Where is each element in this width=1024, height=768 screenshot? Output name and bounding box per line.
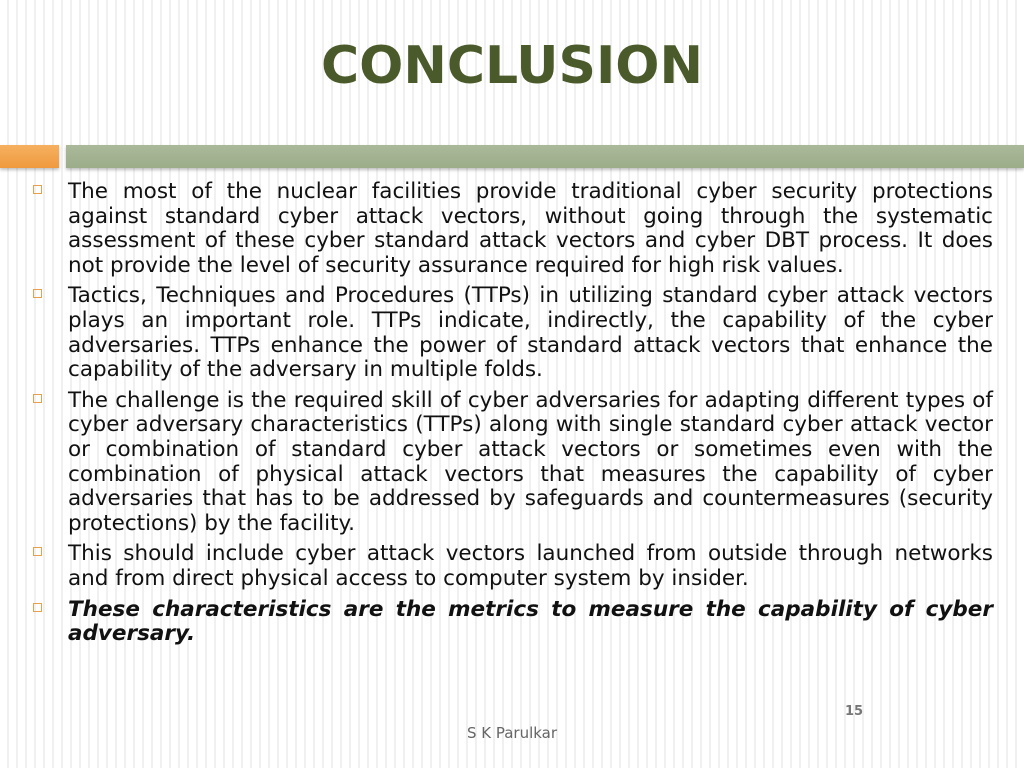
bullet-item-emphasis [33, 598, 993, 647]
bullet-text: These characteristics are the metrics to measure the capability of cyber adversary. [68, 596, 993, 647]
square-bullet-icon [33, 603, 42, 612]
bullet-text: The challenge is the required skill of cyber adversaries for adapting different types of cyber adversary characteristics (TTPs) along with single standard cyber attack vector or combination of standard cyber attack vectors or sometimes even with the combination of physical attack vectors that measures the capability of cyber adversaries that has to be addressed by safeguards and countermeasures (security protections) by the facility. [68, 387, 993, 536]
square-bullet-icon [33, 289, 42, 298]
square-bullet-icon [33, 185, 42, 194]
accent-bar-green [66, 145, 1024, 168]
square-bullet-icon [33, 547, 42, 556]
bullet-item [33, 284, 993, 382]
bullet-text: The most of the nuclear facilities provide traditional cyber security protections against standard cyber attack vectors, without going through the systematic assessment of these cyber standard attack vectors and cyber DBT process. It does not provide the level of security assurance required for high risk values. [68, 179, 993, 278]
bullet-text: Tactics, Techniques and Procedures (TTPs) in utilizing standard cyber attack vectors plays an important role. TTPs indicate, indirectly, the capability of the cyber adversaries. TTPs enhance the power of standard attack vectors that enhance the capability of the adversary in multiple folds. [68, 283, 993, 383]
footer-author: S K Parulkar [466, 724, 558, 742]
bullet-text: This should include cyber attack vectors launched from outside through networks and from direct physical access to computer system by insider. [68, 541, 993, 591]
page-number: 15 [844, 704, 864, 719]
accent-bar-orange [0, 145, 59, 168]
bullet-item [33, 542, 993, 591]
bullet-list [33, 180, 993, 653]
slide-title: CONCLUSION [320, 36, 704, 96]
bullet-item [33, 180, 993, 278]
square-bullet-icon [33, 394, 42, 403]
bullet-item [33, 389, 993, 537]
